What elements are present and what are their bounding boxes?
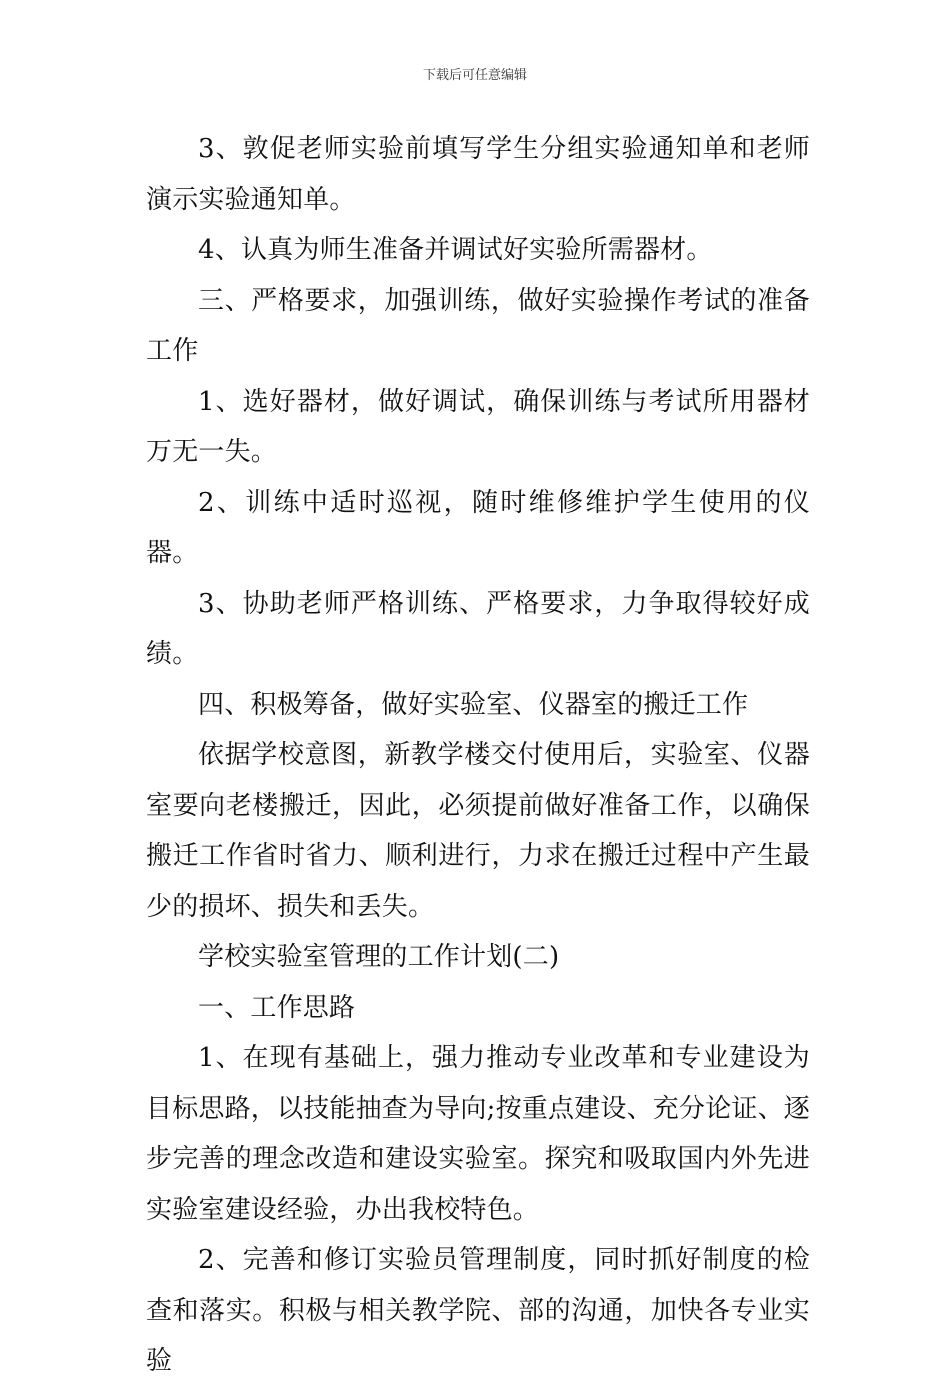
section-heading: 四、积极筹备，做好实验室、仪器室的搬迁工作	[198, 689, 749, 720]
paragraph: 1、在现有基础上，强力推动专业改革和专业建设为目标思路，以技能抽查为导向;按重点建设、充分论证、逐步完善的理念改造和建设实验室。探究和吸取国内外先进实验室建设经验，办出我校特色。	[146, 1043, 810, 1225]
paragraph: 1、选好器材，做好调试，确保训练与考试所用器材万无一失。	[146, 386, 810, 467]
paragraph: 3、敦促老师实验前填写学生分组实验通知单和老师演示实验通知单。	[146, 134, 810, 215]
document-subtitle: 学校实验室管理的工作计划(二)	[198, 942, 560, 972]
paragraph: 3、协助老师严格训练、严格要求，力争取得较好成绩。	[146, 588, 810, 669]
paragraph: 4、认真为师生准备并调试好实验所需器材。	[198, 235, 713, 265]
document-body	[146, 124, 810, 1387]
page-header: 下载后可任意编辑	[422, 68, 527, 83]
paragraph: 2、训练中适时巡视，随时维修维护学生使用的仪器。	[146, 487, 810, 568]
paragraph: 依据学校意图，新教学楼交付使用后，实验室、仪器室要向老楼搬迁，因此，必须提前做好准备工作，以确保搬迁工作省时省力、顺利进行，力求在搬迁过程中产生最少的损坏、损失和丢失。	[146, 740, 810, 922]
section-heading: 一、工作思路	[198, 992, 356, 1023]
paragraph: 2、完善和修订实验员管理制度，同时抓好制度的检查和落实。积极与相关教学院、部的沟通，加快各专业实验	[146, 1245, 810, 1376]
section-heading: 三、严格要求，加强训练，做好实验操作考试的准备工作	[146, 285, 810, 366]
